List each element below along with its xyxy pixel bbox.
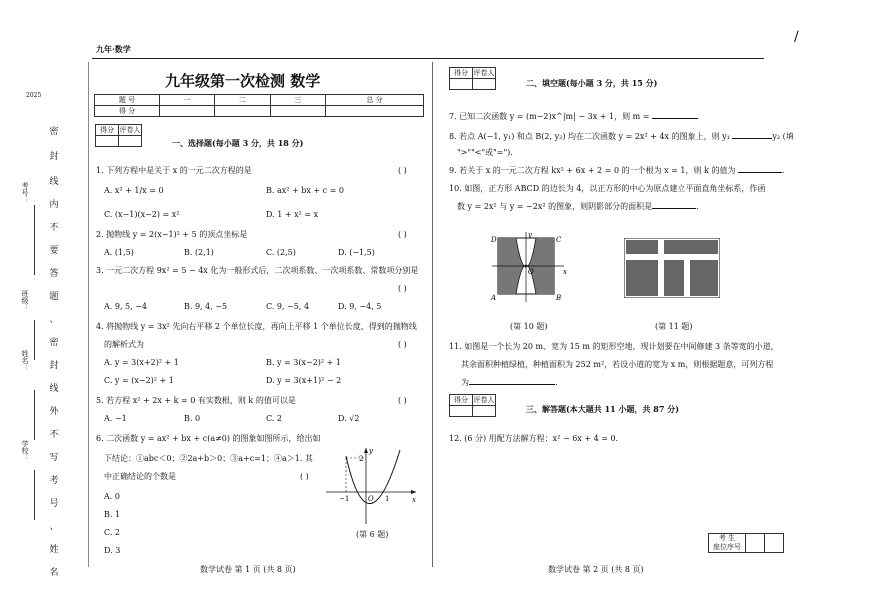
corner-mark: / — [794, 29, 799, 45]
section-3-heading: 三、解答题(本大题共 11 小题，共 87 分) — [526, 404, 679, 414]
q6-stem: 6. 二次函数 y = ax² + bx + c(a≠0) 的图象如图所示，给出如 — [96, 434, 321, 443]
origin-label: O — [368, 495, 374, 503]
label-class: 班级： — [21, 290, 29, 311]
seat-number-box: 考 生 座位序号 — [708, 533, 784, 553]
q7-stem: 7. 已知二次函数 y = (m−2)x^|m| − 3x + 1，则 m = — [449, 112, 698, 122]
grade-tag: 九年·数学 — [96, 44, 131, 54]
fig10-square-parabolas — [490, 230, 570, 306]
score-table: 题 号 一 二 三 总 分 得 分 — [94, 94, 424, 117]
q6-caption: (第 6 题) — [356, 530, 389, 539]
label-B: B — [556, 294, 562, 302]
q9-stem: 9. 若关于 x 的一元二次方程 kx² + 6x + 2 = 0 的一个根为 x = 1，则 k 的值为 . — [449, 166, 785, 175]
label-y: y — [528, 231, 532, 239]
label-name: 姓名： — [21, 350, 29, 371]
label-O: O — [528, 268, 534, 276]
q1-stem: 1. 下列方程中是关于 x 的一元二次方程的是 — [96, 166, 252, 175]
q8-stem: 8. 若点 A(−1, y₁) 和点 B(2, y₂) 均在二次函数 y = 2x² + 4x 的图象上，则 y₁ y₂ (填 — [449, 132, 794, 141]
label-exam-no: 考号： — [21, 182, 29, 203]
q10-stem-2: 数 y = 2x² 与 y = −2x² 的图象，则阴影部分的面积是 . — [457, 202, 699, 211]
grader-box-2: 得分 评卷人 — [449, 67, 496, 90]
footer-left: 数学试卷 第 1 页 (共 8 页) — [200, 565, 296, 574]
q11-stem-3: 为 . — [461, 378, 558, 387]
label-school: 学校： — [21, 440, 29, 461]
label-C: C — [556, 236, 562, 244]
two-label: 2 — [359, 455, 364, 463]
q3-stem: 3. 一元二次方程 9x² = 5 − 4x 化为一般形式后，二次项系数、一次项系数、常数项分别是 — [96, 266, 419, 275]
q6-parabola-figure — [322, 444, 422, 526]
fig11-caption: (第 11 题) — [655, 322, 693, 331]
label-A: A — [491, 294, 497, 302]
page-divider — [432, 62, 433, 567]
label-x: x — [563, 268, 567, 276]
fig10-caption: (第 10 题) — [510, 322, 548, 331]
page-title: 九年级第一次检测 数学 — [165, 72, 321, 90]
q12-stem: 12. (6 分) 用配方法解方程：x² − 6x + 4 = 0. — [449, 434, 619, 443]
section-1-heading: 一、选择题(每小题 3 分，共 18 分) — [172, 138, 304, 148]
binding-text: 密 封 线 内 不 要 答 题 、 密 封 线 外 不 写 考 号 、 姓 名 — [49, 127, 59, 578]
grader-box-3: 得分 评卷人 — [449, 394, 496, 417]
fig11-garden-plan — [624, 238, 720, 298]
q10-stem: 10. 如图，正方形 ABCD 的边长为 4，以正方形的中心为原点建立平面直角坐标系，作函 — [449, 184, 766, 193]
q2-stem: 2. 抛物线 y = 2(x−1)² + 5 的顶点坐标是 — [96, 230, 248, 239]
footer-right: 数学试卷 第 2 页 (共 8 页) — [548, 565, 644, 574]
label-D: D — [491, 236, 497, 244]
y-label: y — [369, 447, 373, 455]
grader-box: 得分 评卷人 — [95, 124, 142, 147]
binding-year: 2025 — [26, 92, 42, 99]
q5-stem: 5. 若方程 x² + 2x + k = 0 有实数根，则 k 的值可以是 — [96, 396, 296, 405]
header-rule — [92, 58, 764, 59]
section-2-heading: 二、填空题(每小题 3 分，共 15 分) — [526, 78, 658, 88]
one-label: 1 — [385, 495, 390, 503]
x-label: x — [412, 496, 416, 504]
q11-stem-2: 其余面积种植绿植，种植面积为 252 m²，若设小道的宽为 x m，则根据题意，可列方程 — [461, 360, 774, 369]
neg1-label: −1 — [339, 495, 350, 503]
q11-stem: 11. 如图是一个长为 20 m、宽为 15 m 的矩形空地，现计划要在中间修建 3 条等宽的小道， — [449, 342, 779, 351]
q4-stem: 4. 将抛物线 y = 3x² 先向右平移 2 个单位长度，再向上平移 1 个单位长度，得到的抛物线 — [96, 322, 417, 331]
q8-stem-2: ">""<"或"="). — [457, 148, 513, 157]
